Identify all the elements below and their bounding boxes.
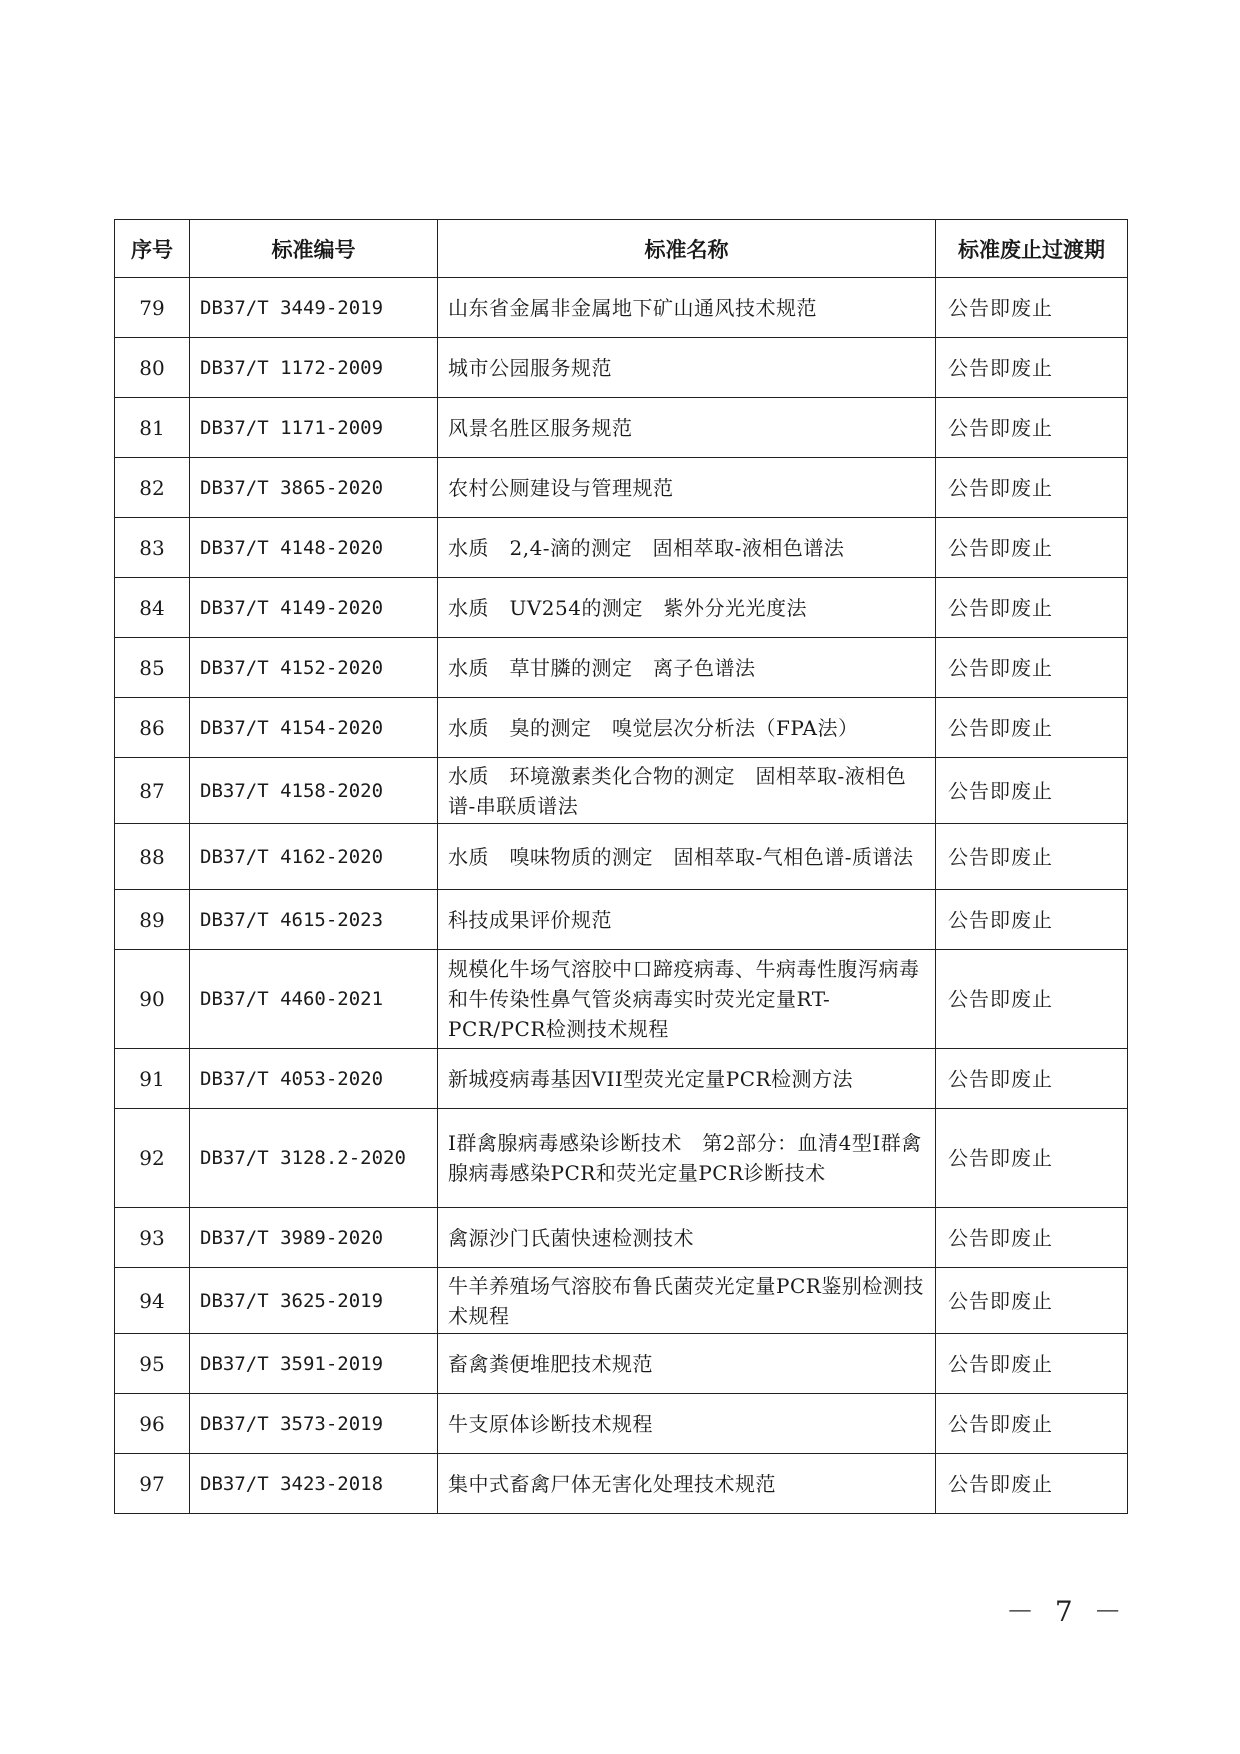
row-period: 公告即废止 bbox=[936, 1049, 1128, 1109]
row-code: DB37/T 1171-2009 bbox=[190, 398, 438, 458]
row-code: DB37/T 3625-2019 bbox=[190, 1268, 438, 1334]
table-row bbox=[115, 1049, 1128, 1109]
row-name: 规模化牛场气溶胶中口蹄疫病毒、牛病毒性腹泻病毒和牛传染性鼻气管炎病毒实时荧光定量RT-PCR/PCR检测技术规程 bbox=[438, 950, 936, 1049]
row-code: DB37/T 4158-2020 bbox=[190, 758, 438, 824]
table-row bbox=[115, 578, 1128, 638]
row-period: 公告即废止 bbox=[936, 824, 1128, 890]
row-name: I群禽腺病毒感染诊断技术 第2部分：血清4型I群禽腺病毒感染PCR和荧光定量PCR诊断技术 bbox=[438, 1109, 936, 1208]
header-period: 标准废止过渡期 bbox=[936, 220, 1128, 278]
row-code: DB37/T 3591-2019 bbox=[190, 1334, 438, 1394]
row-period: 公告即废止 bbox=[936, 578, 1128, 638]
header-row bbox=[115, 220, 1128, 278]
row-name: 牛支原体诊断技术规程 bbox=[438, 1394, 936, 1454]
row-period: 公告即废止 bbox=[936, 950, 1128, 1049]
row-name: 水质 嗅味物质的测定 固相萃取-气相色谱-质谱法 bbox=[438, 824, 936, 890]
table-row bbox=[115, 1208, 1128, 1268]
row-seq: 94 bbox=[115, 1268, 190, 1334]
row-seq: 96 bbox=[115, 1394, 190, 1454]
row-name: 风景名胜区服务规范 bbox=[438, 398, 936, 458]
table-row bbox=[115, 698, 1128, 758]
header-code: 标准编号 bbox=[190, 220, 438, 278]
row-code: DB37/T 4615-2023 bbox=[190, 890, 438, 950]
row-code: DB37/T 4162-2020 bbox=[190, 824, 438, 890]
row-code: DB37/T 3865-2020 bbox=[190, 458, 438, 518]
row-period: 公告即废止 bbox=[936, 1109, 1128, 1208]
header-name: 标准名称 bbox=[438, 220, 936, 278]
table-row bbox=[115, 458, 1128, 518]
row-seq: 97 bbox=[115, 1454, 190, 1514]
table-row bbox=[115, 1454, 1128, 1514]
row-period: 公告即废止 bbox=[936, 1268, 1128, 1334]
row-period: 公告即废止 bbox=[936, 458, 1128, 518]
row-name: 新城疫病毒基因VII型荧光定量PCR检测方法 bbox=[438, 1049, 936, 1109]
table-row bbox=[115, 338, 1128, 398]
row-code: DB37/T 3989-2020 bbox=[190, 1208, 438, 1268]
table-row bbox=[115, 1334, 1128, 1394]
row-period: 公告即废止 bbox=[936, 638, 1128, 698]
row-name: 畜禽粪便堆肥技术规范 bbox=[438, 1334, 936, 1394]
row-seq: 93 bbox=[115, 1208, 190, 1268]
row-period: 公告即废止 bbox=[936, 1454, 1128, 1514]
row-code: DB37/T 4154-2020 bbox=[190, 698, 438, 758]
row-code: DB37/T 4053-2020 bbox=[190, 1049, 438, 1109]
row-period: 公告即废止 bbox=[936, 1208, 1128, 1268]
row-seq: 81 bbox=[115, 398, 190, 458]
row-seq: 82 bbox=[115, 458, 190, 518]
row-name: 水质 UV254的测定 紫外分光光度法 bbox=[438, 578, 936, 638]
row-period: 公告即废止 bbox=[936, 278, 1128, 338]
row-name: 水质 2,4-滴的测定 固相萃取-液相色谱法 bbox=[438, 518, 936, 578]
row-period: 公告即废止 bbox=[936, 1394, 1128, 1454]
row-code: DB37/T 4148-2020 bbox=[190, 518, 438, 578]
table-row bbox=[115, 950, 1128, 1049]
row-name: 集中式畜禽尸体无害化处理技术规范 bbox=[438, 1454, 936, 1514]
table-row bbox=[115, 398, 1128, 458]
table-row bbox=[115, 824, 1128, 890]
row-seq: 79 bbox=[115, 278, 190, 338]
row-name: 禽源沙门氏菌快速检测技术 bbox=[438, 1208, 936, 1268]
row-seq: 87 bbox=[115, 758, 190, 824]
row-period: 公告即废止 bbox=[936, 890, 1128, 950]
row-name: 农村公厕建设与管理规范 bbox=[438, 458, 936, 518]
row-seq: 90 bbox=[115, 950, 190, 1049]
table-row bbox=[115, 1268, 1128, 1334]
table-row bbox=[115, 638, 1128, 698]
row-code: DB37/T 4152-2020 bbox=[190, 638, 438, 698]
row-period: 公告即废止 bbox=[936, 338, 1128, 398]
table-row bbox=[115, 890, 1128, 950]
row-seq: 83 bbox=[115, 518, 190, 578]
row-seq: 86 bbox=[115, 698, 190, 758]
row-code: DB37/T 3573-2019 bbox=[190, 1394, 438, 1454]
row-name: 科技成果评价规范 bbox=[438, 890, 936, 950]
row-seq: 89 bbox=[115, 890, 190, 950]
standards-table bbox=[114, 219, 1128, 1514]
row-code: DB37/T 4149-2020 bbox=[190, 578, 438, 638]
row-name: 山东省金属非金属地下矿山通风技术规范 bbox=[438, 278, 936, 338]
row-seq: 88 bbox=[115, 824, 190, 890]
row-code: DB37/T 1172-2009 bbox=[190, 338, 438, 398]
row-period: 公告即废止 bbox=[936, 758, 1128, 824]
row-seq: 85 bbox=[115, 638, 190, 698]
row-code: DB37/T 4460-2021 bbox=[190, 950, 438, 1049]
row-name: 水质 草甘膦的测定 离子色谱法 bbox=[438, 638, 936, 698]
row-name: 水质 环境激素类化合物的测定 固相萃取-液相色谱-串联质谱法 bbox=[438, 758, 936, 824]
row-name: 水质 臭的测定 嗅觉层次分析法（FPA法） bbox=[438, 698, 936, 758]
row-seq: 84 bbox=[115, 578, 190, 638]
row-period: 公告即废止 bbox=[936, 518, 1128, 578]
table-row bbox=[115, 1394, 1128, 1454]
row-seq: 92 bbox=[115, 1109, 190, 1208]
row-name: 城市公园服务规范 bbox=[438, 338, 936, 398]
page-number: － 7 － bbox=[1006, 1595, 1128, 1628]
table-row bbox=[115, 758, 1128, 824]
row-code: DB37/T 3449-2019 bbox=[190, 278, 438, 338]
row-period: 公告即废止 bbox=[936, 398, 1128, 458]
row-code: DB37/T 3128.2-2020 bbox=[190, 1109, 438, 1208]
row-seq: 91 bbox=[115, 1049, 190, 1109]
row-name: 牛羊养殖场气溶胶布鲁氏菌荧光定量PCR鉴别检测技术规程 bbox=[438, 1268, 936, 1334]
header-seq: 序号 bbox=[115, 220, 190, 278]
row-code: DB37/T 3423-2018 bbox=[190, 1454, 438, 1514]
row-period: 公告即废止 bbox=[936, 698, 1128, 758]
table-row bbox=[115, 1109, 1128, 1208]
row-seq: 95 bbox=[115, 1334, 190, 1394]
table-row bbox=[115, 518, 1128, 578]
row-period: 公告即废止 bbox=[936, 1334, 1128, 1394]
row-seq: 80 bbox=[115, 338, 190, 398]
table-row bbox=[115, 278, 1128, 338]
